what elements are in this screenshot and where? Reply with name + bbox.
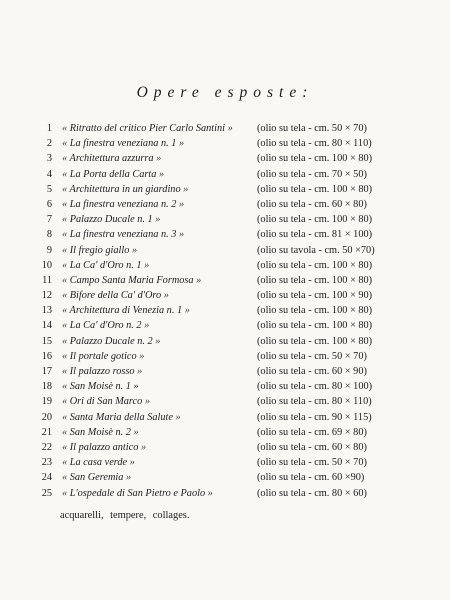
work-number: 8 — [46, 229, 52, 241]
work-row — [26, 136, 450, 151]
work-row — [26, 394, 450, 409]
work-technique: (olio su tavola - cm. 50 ×70) — [257, 244, 375, 256]
work-row — [26, 212, 450, 227]
work-number: 18 — [41, 381, 52, 393]
work-title: « Palazzo Ducale n. 1 » — [62, 214, 161, 226]
work-title: « La finestra veneziana n. 3 » — [62, 229, 185, 241]
work-row — [26, 167, 450, 182]
work-title: « Il portale gotico » — [62, 350, 145, 362]
work-technique: (olio su tela - cm. 80 × 110) — [257, 396, 372, 408]
work-row — [26, 486, 450, 501]
work-technique: (olio su tela - cm. 90 × 115) — [257, 411, 372, 423]
work-title: « La finestra veneziana n. 1 » — [62, 138, 185, 150]
work-technique: (olio su tela - cm. 80 × 110) — [257, 138, 372, 150]
work-technique: (olio su tela - cm. 100 × 80) — [257, 305, 373, 317]
work-number: 20 — [41, 411, 52, 423]
work-technique: (olio su tela - cm. 70 × 50) — [257, 168, 367, 180]
work-row — [26, 197, 450, 212]
work-title: « Campo Santa Maria Formosa » — [62, 274, 202, 286]
work-technique: (olio su tela - cm. 69 × 80) — [257, 426, 367, 438]
work-title: « La Ca' d'Oro n. 2 » — [62, 320, 150, 332]
work-number: 1 — [46, 123, 52, 134]
work-title: « Palazzo Ducale n. 2 » — [62, 335, 161, 347]
work-technique: (olio su tela - cm. 100 × 80) — [257, 214, 373, 226]
work-number: 16 — [41, 350, 52, 362]
work-number: 21 — [41, 426, 52, 438]
work-number: 19 — [41, 396, 52, 408]
work-title: « Il palazzo antico » — [62, 441, 147, 453]
work-technique: (olio su tela - cm. 81 × 100) — [257, 229, 373, 241]
work-row — [26, 303, 450, 318]
work-technique: (olio su tela - cm. 100 × 80) — [257, 153, 373, 165]
work-number: 2 — [46, 138, 52, 150]
work-row — [26, 364, 450, 379]
work-number: 23 — [41, 457, 52, 469]
page-heading: Opere esposte: — [136, 84, 314, 101]
work-row — [26, 455, 450, 470]
work-row — [26, 334, 450, 349]
work-title: « Architettura in un giardino » — [62, 183, 189, 195]
work-number: 3 — [46, 153, 52, 165]
work-row — [26, 273, 450, 288]
work-row — [26, 440, 450, 455]
work-technique: (olio su tela - cm. 80 × 60) — [257, 487, 367, 499]
work-title: « La Ca' d'Oro n. 1 » — [62, 259, 150, 271]
work-technique: (olio su tela - cm. 100 × 80) — [257, 335, 373, 347]
work-technique: (olio su tela - cm. 60 × 80) — [257, 441, 367, 453]
work-row — [26, 410, 450, 425]
work-technique: (olio su tela - cm. 100 × 80) — [257, 259, 373, 271]
work-row — [26, 349, 450, 364]
work-number: 14 — [41, 320, 52, 332]
work-technique: (olio su tela - cm. 60 × 80) — [257, 198, 367, 210]
work-technique: (olio su tela - cm. 60 ×90) — [257, 472, 365, 484]
work-title: « Il palazzo rosso » — [62, 366, 143, 377]
work-number: 25 — [41, 487, 52, 499]
work-technique: (olio su tela - cm. 50 × 70) — [257, 123, 367, 134]
work-title: « Architettura di Venezia n. 1 » — [62, 305, 190, 317]
work-title: « La casa verde » — [62, 457, 135, 469]
work-title: « Il fregio giallo » — [62, 244, 138, 256]
work-technique: (olio su tela - cm. 80 × 100) — [257, 381, 373, 393]
work-title: « Ritratto del critico Pier Carlo Santini » — [62, 123, 233, 134]
work-title: « Bifore della Ca' d'Oro » — [62, 290, 169, 302]
work-number: 10 — [41, 259, 52, 271]
work-title: « San Moisè n. 1 » — [62, 381, 139, 393]
work-row — [26, 243, 450, 258]
work-row — [26, 258, 450, 273]
work-title: « L'ospedale di San Pietro e Paolo » — [62, 487, 213, 499]
work-row — [26, 151, 450, 166]
work-number: 6 — [46, 198, 52, 210]
work-title: « Ori di San Marco » — [62, 396, 150, 408]
work-number: 24 — [41, 472, 52, 484]
work-technique: (olio su tela - cm. 60 × 90) — [257, 366, 367, 377]
work-row — [26, 470, 450, 485]
work-number: 22 — [41, 441, 52, 453]
work-number: 12 — [41, 290, 52, 302]
work-number: 15 — [41, 335, 52, 347]
work-number: 5 — [46, 183, 52, 195]
work-technique: (olio su tela - cm. 50 × 70) — [257, 350, 367, 362]
work-title: « Architettura azzurra » — [62, 153, 162, 165]
work-technique: (olio su tela - cm. 100 × 80) — [257, 320, 373, 332]
work-row — [26, 288, 450, 303]
footer-note: acquarelli, tempere, collages. — [60, 510, 190, 521]
work-title: « La Porta della Carta » — [62, 168, 165, 180]
work-technique: (olio su tela - cm. 100 × 80) — [257, 274, 373, 286]
works-list — [26, 121, 450, 501]
work-title: « San Moisè n. 2 » — [62, 426, 139, 438]
work-title: « La finestra veneziana n. 2 » — [62, 198, 185, 210]
work-technique: (olio su tela - cm. 100 × 80) — [257, 183, 373, 195]
work-number: 17 — [41, 366, 52, 377]
work-row — [26, 182, 450, 197]
work-row — [26, 318, 450, 333]
work-number: 13 — [41, 305, 52, 317]
work-number: 11 — [42, 274, 52, 286]
work-title: « San Geremia » — [62, 472, 132, 484]
work-number: 7 — [46, 214, 52, 226]
work-title: « Santa Maria della Salute » — [62, 411, 181, 423]
work-row — [26, 227, 450, 242]
work-technique: (olio su tela - cm. 100 × 90) — [257, 290, 373, 302]
work-technique: (olio su tela - cm. 50 × 70) — [257, 457, 367, 469]
work-row — [26, 121, 450, 136]
work-row — [26, 379, 450, 394]
work-number: 9 — [46, 244, 52, 256]
work-row — [26, 425, 450, 440]
work-number: 4 — [46, 168, 52, 180]
